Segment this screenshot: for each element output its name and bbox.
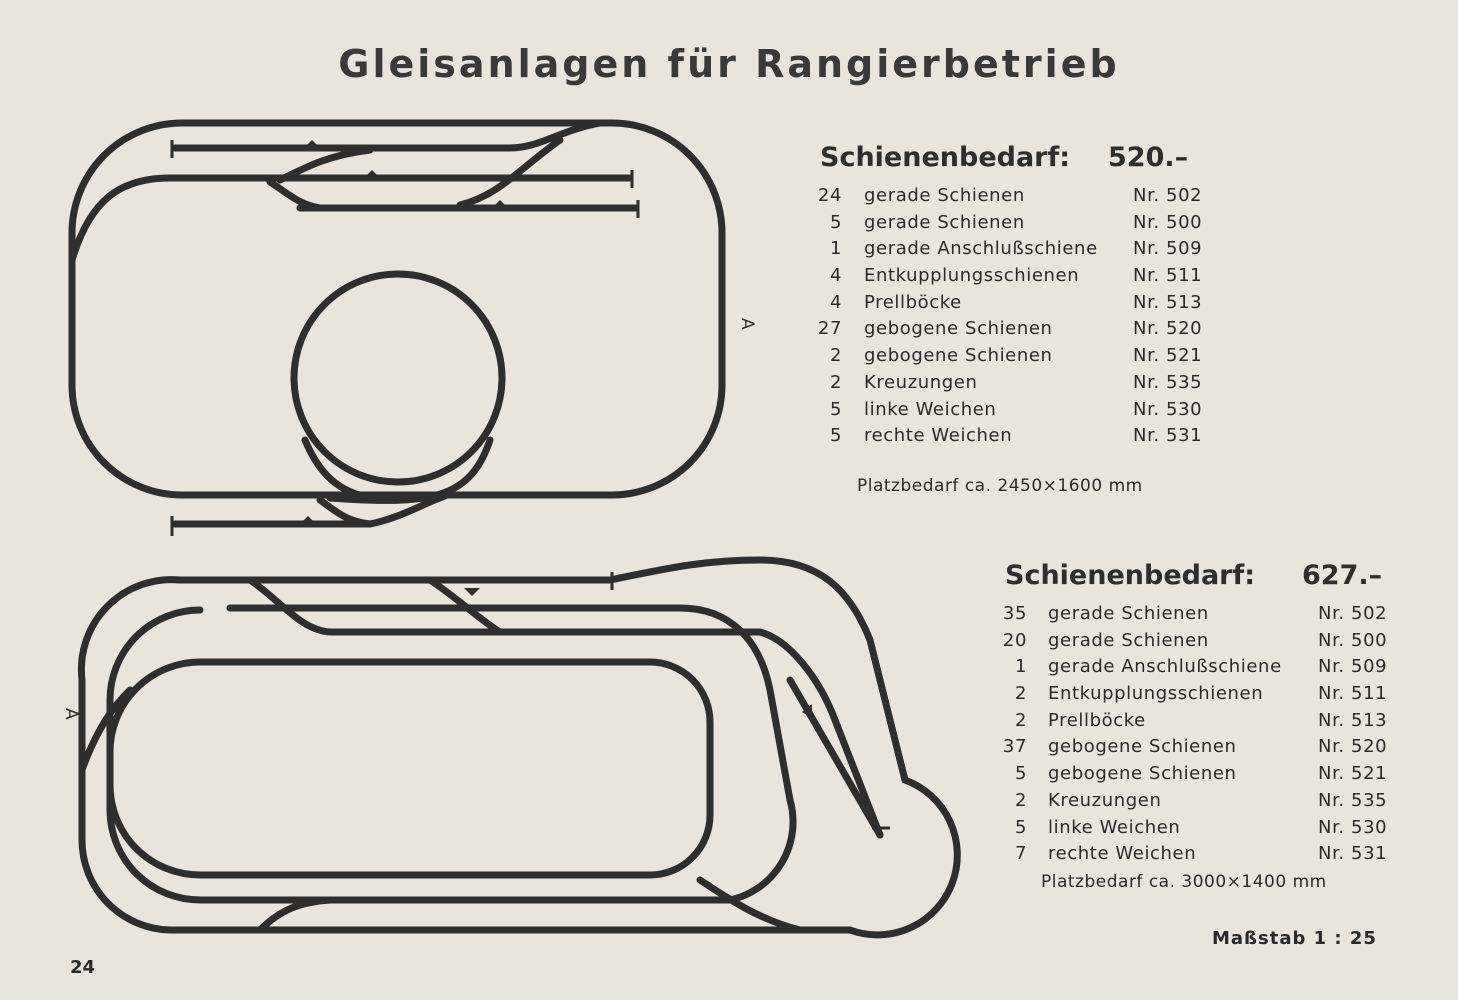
plan1-uncoupler-3 [492,200,508,208]
parts-heading-label: Schienenbedarf: [1005,560,1256,591]
plan1-siding-1 [175,123,600,148]
item-number: Nr. 502 [1318,603,1388,624]
item-name: gerade Anschlußschiene [1048,656,1282,678]
plan1-siding-5 [270,182,320,208]
item-number: Nr. 531 [1133,425,1203,447]
parts-heading-label: Schienenbedarf: [820,142,1071,173]
item-qty: 24 [817,185,842,206]
item-qty: 2 [1014,709,1027,731]
item-number: Nr. 535 [1133,371,1203,393]
item-name: rechte Weichen [864,425,1013,447]
track-plan-1 [72,123,757,536]
item-number: Nr. 530 [1318,816,1388,838]
item-name: gerade Schienen [864,185,1025,206]
item-qty: 5 [1014,816,1027,838]
parts-row [820,212,1240,239]
item-qty: 7 [1014,843,1027,865]
parts-row [820,265,1240,292]
item-number: Nr. 513 [1133,291,1203,313]
item-name: Kreuzungen [864,371,978,393]
parts-total-price: 520.– [1108,142,1189,173]
space-requirement-2: Platzbedarf ca. 3000×1400 mm [1041,872,1327,892]
item-qty: 37 [1002,736,1027,758]
item-number: Nr. 500 [1133,211,1203,233]
parts-row [820,372,1240,399]
item-name: gebogene Schienen [1048,736,1237,758]
parts-list-1-heading [820,142,1240,182]
parts-row [1005,817,1425,844]
item-qty: 4 [829,291,842,313]
item-number: Nr. 521 [1318,763,1388,785]
item-number: Nr. 521 [1133,345,1203,367]
plan2-inner-loop [110,662,710,875]
item-number: Nr. 520 [1318,736,1388,758]
parts-row [817,318,1240,345]
item-number: Nr. 531 [1318,843,1388,865]
plan1-uncoupler-1 [304,140,320,148]
plan1-marker-a: A [737,318,757,330]
plan1-siding-bottom-branch [320,500,370,524]
item-number: Nr. 530 [1133,398,1203,420]
parts-row [1002,603,1425,630]
scale-label: Maßstab 1 : 25 [1212,928,1377,949]
item-qty: 2 [1014,789,1027,811]
item-name: linke Weichen [1048,816,1181,838]
space-requirement-1: Platzbedarf ca. 2450×1600 mm [857,476,1143,496]
item-number: Nr. 513 [1318,709,1388,731]
item-number: Nr. 511 [1133,265,1203,287]
parts-row [817,185,1240,212]
page-title: Gleisanlagen für Rangierbetrieb [338,42,1120,86]
item-name: Kreuzungen [1048,789,1162,811]
parts-row [820,238,1240,265]
item-qty: 5 [1014,763,1027,785]
plan2-siding-top [250,580,880,835]
item-name: rechte Weichen [1048,843,1197,865]
page-number: 24 [70,957,96,978]
item-number: Nr. 509 [1133,238,1203,260]
item-number: Nr. 511 [1318,683,1388,705]
parts-row [820,292,1240,319]
plan2-uncoupler-1 [464,588,480,596]
parts-row [820,345,1240,372]
item-qty: 1 [1014,656,1027,678]
plan1-circle-track [294,274,502,482]
parts-row [1005,843,1425,870]
plan1-inner-track [72,178,630,260]
item-name: gerade Schienen [1048,629,1209,651]
item-qty: 2 [829,371,842,393]
item-name: Prellböcke [864,291,962,313]
item-number: Nr. 502 [1133,185,1203,206]
parts-row [1005,763,1425,790]
plan2-marker-a: A [61,708,81,720]
item-qty: 5 [829,425,842,447]
item-name: gebogene Schienen [1048,763,1237,785]
item-qty: 5 [829,398,842,420]
item-name: Entkupplungsschienen [1048,683,1264,705]
item-name: Prellböcke [1048,709,1146,731]
track-plan-2 [61,560,957,935]
item-name: gerade Schienen [1048,603,1209,624]
parts-row [820,425,1240,452]
plan2-link-left [82,690,130,770]
item-name: gebogene Schienen [864,345,1053,367]
item-qty: 2 [829,345,842,367]
item-qty: 5 [829,211,842,233]
item-qty: 4 [829,265,842,287]
parts-row [1002,629,1425,657]
parts-list-2-heading [1005,560,1425,600]
plan2-siding-diagonal [790,680,880,835]
plan2-link-bottom-right [700,880,800,930]
parts-row [1005,656,1425,683]
plan2-link-bottom [260,900,330,930]
parts-row [1005,790,1425,817]
item-number: Nr. 509 [1318,656,1388,678]
parts-row [1002,736,1425,763]
item-name: Entkupplungsschienen [864,265,1080,287]
item-number: Nr. 520 [1133,318,1203,340]
item-name: gebogene Schienen [864,318,1053,340]
parts-row [1005,710,1425,737]
parts-row [820,399,1240,426]
item-qty: 1 [829,238,842,260]
item-number: Nr. 535 [1318,789,1388,811]
parts-total-price: 627.– [1302,560,1383,591]
plan1-uncoupler-4 [300,516,316,524]
item-name: gerade Schienen [864,211,1025,233]
item-qty: 2 [1014,683,1027,705]
item-name: gerade Anschlußschiene [864,238,1098,260]
item-number: Nr. 500 [1318,629,1388,651]
item-qty: 27 [817,318,842,340]
parts-list-1 [817,142,1240,452]
plan1-uncoupler-2 [364,170,380,178]
item-qty: 35 [1002,603,1027,624]
item-name: linke Weichen [864,398,997,420]
item-qty: 20 [1002,629,1027,651]
parts-list-2 [1002,560,1425,870]
parts-row [1005,683,1425,710]
